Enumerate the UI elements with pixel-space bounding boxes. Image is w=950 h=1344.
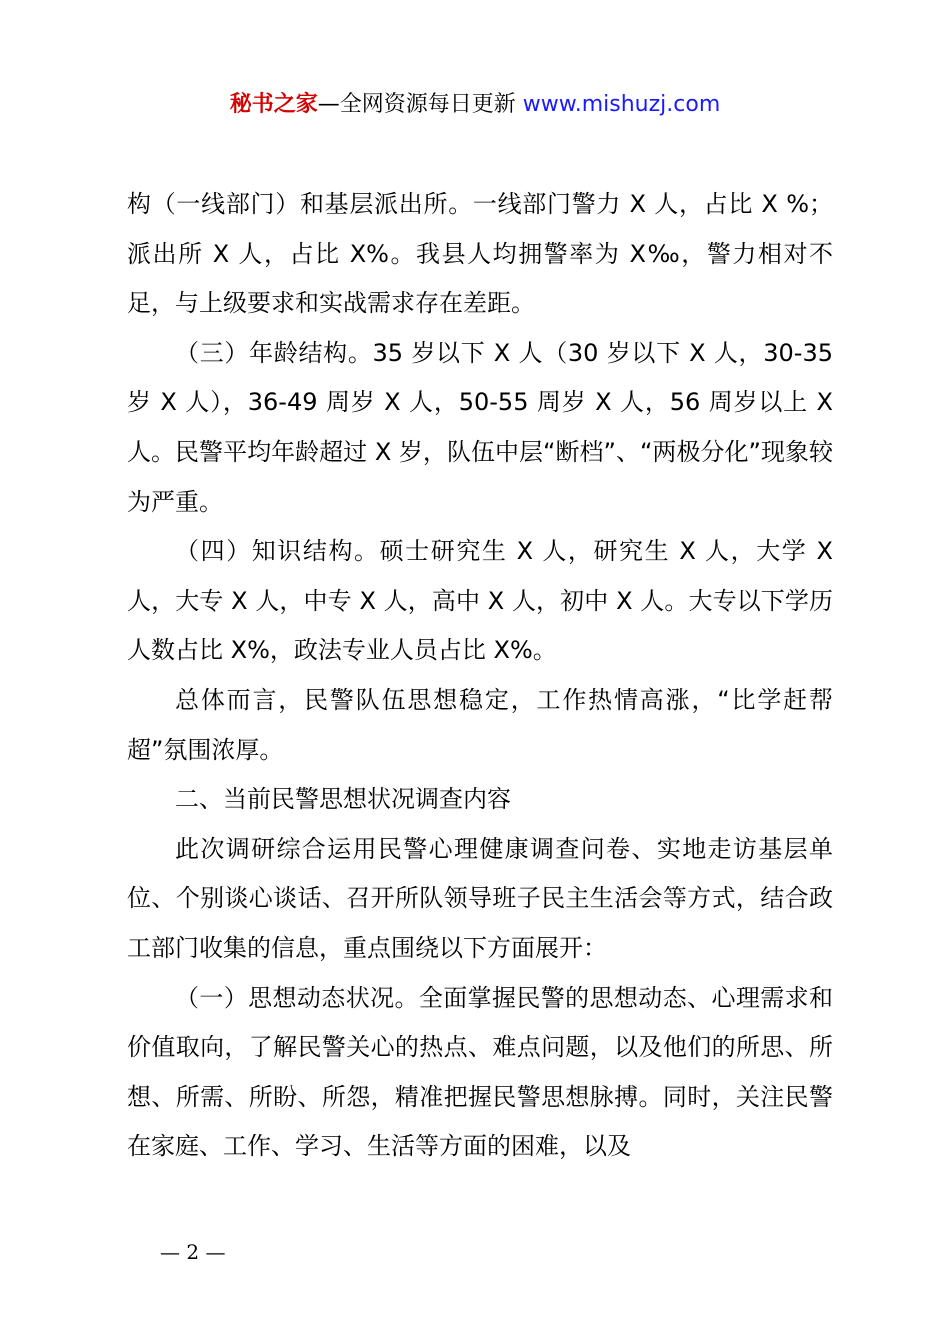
site-url-link[interactable]: www.mishuzj.com xyxy=(522,92,721,117)
paragraph-5: 此次调研综合运用民警心理健康调查问卷、实地走访基层单位、个别谈心谈话、召开所队领导班子民主生活会等方式，结合政工部门收集的信息，重点围绕以下方面展开： xyxy=(127,834,833,962)
paragraph-6: （一）思想动态状况。全面掌握民警的思想动态、心理需求和价值取向，了解民警关心的热点、难点问题，以及他们的所思、所想、所需、所盼、所怨，精准把握民警思想脉搏。同时，关注民警在家庭、工作、学习、生活等方面的困难，以及 xyxy=(127,983,833,1161)
section-heading: 二、当前民警思想状况调查内容 xyxy=(175,785,511,814)
paragraph-2: （三）年龄结构。35 岁以下 X 人（30 岁以下 X 人，30-35 岁 X 人），36-49 周岁 X 人，50-55 周岁 X 人，56 周岁以上 X 人。民警平均年龄超过 X 岁，队伍中层“断档”、“两极分化”现象较为严重。 xyxy=(127,338,833,516)
paragraph-3: （四）知识结构。硕士研究生 X 人，研究生 X 人，大学 X 人，大专 X 人，中专 X 人，高中 X 人，初中 X 人。大专以下学历人数占比 X%，政法专业人员占比 X%。 xyxy=(127,537,833,665)
site-brand: 秘书之家 xyxy=(229,92,318,117)
page-number: — 2 — xyxy=(160,1240,226,1264)
site-header xyxy=(0,88,950,122)
paragraph-1: 构（一线部门）和基层派出所。一线部门警力 X 人，占比 X %；派出所 X 人，占比 X%。我县人均拥警率为 X‰，警力相对不足，与上级要求和实战需求存在差距。 xyxy=(127,190,833,318)
document-body xyxy=(127,180,833,1172)
site-slogan: —全网资源每日更新 xyxy=(317,92,523,117)
paragraph-4: 总体而言，民警队伍思想稳定，工作热情高涨，“比学赶帮超”氛围浓厚。 xyxy=(127,685,833,764)
